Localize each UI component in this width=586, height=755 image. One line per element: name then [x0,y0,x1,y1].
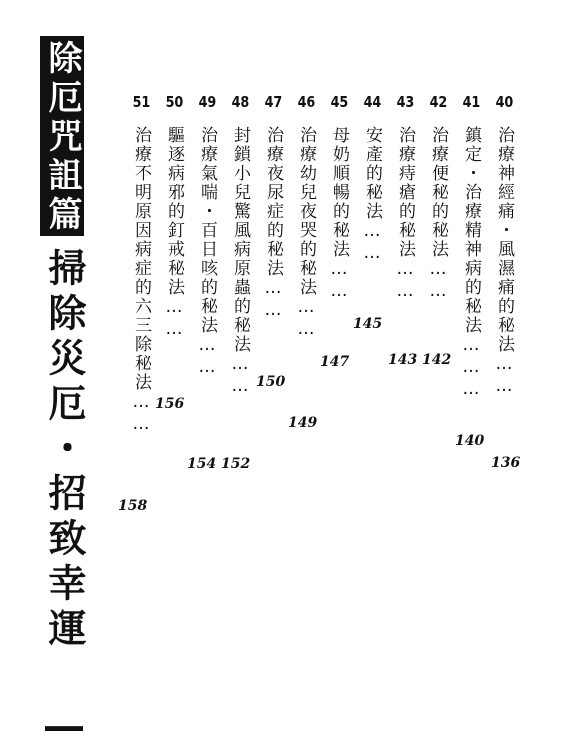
entry-title: 治療幼兒夜哭的秘法…… [296,126,316,341]
entry-page-number: 152 [221,456,251,472]
entry-page-number: 140 [455,433,485,449]
entry-title: 治療神經痛・風濕痛的秘法…… [494,126,514,398]
section-tag-text: 除厄咒詛篇 [42,40,82,235]
entry-number: 49 [198,93,216,111]
entry-number: 47 [264,93,282,111]
entry-page-number: 136 [491,455,521,471]
entry-title: 治療夜尿症的秘法…… [263,126,283,322]
entry-page-number: 143 [388,352,418,368]
toc-entry [190,92,224,379]
toc-entry [487,92,521,398]
entry-page-number: 142 [422,352,452,368]
entry-page-number: 145 [353,316,383,332]
toc-entry [454,92,488,401]
entry-page-number: 150 [256,374,286,390]
entry-title: 鎮定・治療精神病的秘法……… [461,126,481,401]
entry-number: 43 [396,93,414,111]
entry-title: 治療氣喘・百日咳的秘法…… [197,126,217,379]
entry-title: 治療便秘的秘法…… [428,126,448,303]
entry-number: 46 [297,93,315,111]
toc-entry [223,92,257,398]
entry-number: 50 [165,93,183,111]
entry-title: 母奶順暢的秘法…… [329,126,349,303]
toc-entry [157,92,191,341]
entry-title: 封鎖小兒驚風病原蟲的秘法…… [230,126,250,398]
entry-page-number: 158 [118,498,148,514]
entry-number: 42 [429,93,447,111]
entry-number: 45 [330,93,348,111]
entry-page-number: 156 [155,396,185,412]
toc-entry [256,92,290,322]
entry-page-number: 147 [320,354,350,370]
entry-number: 51 [132,93,150,111]
entry-number: 41 [462,93,480,111]
toc-entry [355,92,389,265]
section-tag [40,36,84,236]
entry-title: 驅逐病邪的釘戒秘法…… [164,126,184,341]
entry-title: 安產的秘法…… [362,126,382,265]
toc-entry [388,92,422,303]
toc-entry [322,92,356,303]
toc-entry [421,92,455,303]
chapter-title-text: 掃除災厄・招致幸運 ― [42,248,86,755]
entry-title: 治療痔瘡的秘法…… [395,126,415,303]
toc-entry [289,92,323,341]
chapter-title [40,248,88,755]
entry-page-number: 149 [288,415,318,431]
toc-entry [124,92,158,436]
entry-number: 44 [363,93,381,111]
entry-number: 40 [495,93,513,111]
entry-page-number: 154 [187,456,217,472]
entry-number: 48 [231,93,249,111]
entry-title: 治療不明原因病症的六三除秘法…… [131,126,151,436]
